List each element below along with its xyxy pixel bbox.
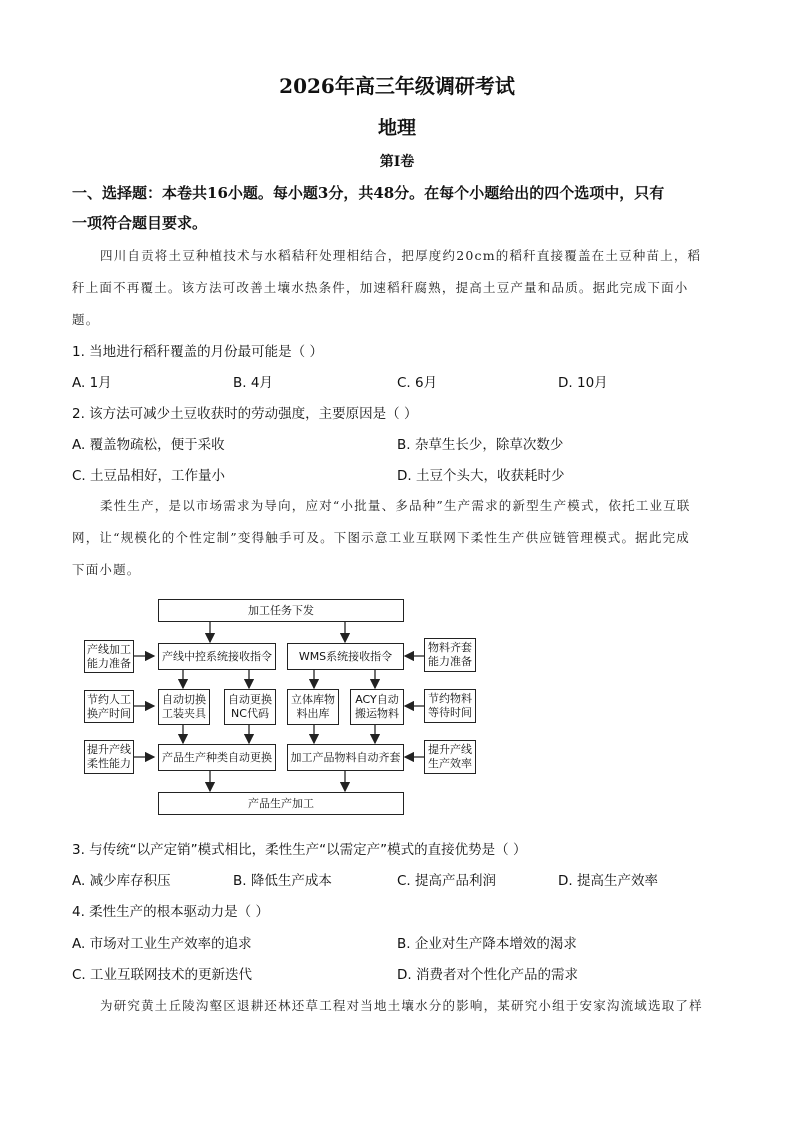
diagram-box-auto-switch: 自动切换 工装夹具	[158, 689, 210, 725]
diagram-box-line-control: 产线中控系统接收指令	[158, 643, 276, 670]
question-1-option-d: D. 10月	[558, 375, 608, 391]
diagram-box-production: 产品生产加工	[158, 792, 404, 815]
question-4-option-d: D. 消费者对个性化产品的需求	[397, 967, 578, 983]
question-2-option-d: D. 土豆个头大，收获耗时少	[397, 468, 565, 484]
diagram-side-left-2: 节约人工 换产时间	[84, 690, 134, 723]
diagram-box-product-switch: 产品生产种类自动更换	[158, 744, 276, 771]
question-1-option-b: B. 4月	[233, 375, 273, 391]
question-1-stem: 1. 当地进行稻秆覆盖的月份最可能是（ ）	[72, 344, 323, 360]
diagram-box-task-issue: 加工任务下发	[158, 599, 404, 622]
diagram-side-left-1: 产线加工 能力准备	[84, 640, 134, 673]
question-3-option-a: A. 减少库存积压	[72, 873, 171, 889]
question-3-option-b: B. 降低生产成本	[233, 873, 332, 889]
material2-line2: 网，让“规模化的个性定制”变得触手可及。下图示意工业互联网下柔性生产供应链管理模式。据此完成	[72, 530, 690, 545]
material2-line1: 柔性生产，是以市场需求为导向，应对“小批量、多品种”生产需求的新型生产模式，依托工业互联	[100, 498, 691, 513]
question-4-option-c: C. 工业互联网技术的更新迭代	[72, 967, 253, 983]
question-2-stem: 2. 该方法可减少土豆收获时的劳动强度，主要原因是（ ）	[72, 406, 418, 422]
subject-title: 地理	[377, 117, 416, 139]
material1-line1: 四川自贡将土豆种植技术与水稻秸秆处理相结合，把厚度约20cm的稻秆直接覆盖在土豆种苗上，稻	[100, 248, 702, 263]
material3-line1: 为研究黄土丘陵沟壑区退耕还林还草工程对当地土壤水分的影响，某研究小组于安家沟流域选取了样	[100, 998, 703, 1013]
material1-line2: 秆上面不再覆土。该方法可改善土壤水热条件，加速稻秆腐熟，提高土豆产量和品质。据此完成下面小	[72, 280, 689, 295]
material1-line3: 题。	[72, 312, 100, 327]
question-3-stem: 3. 与传统“以产定销”模式相比，柔性生产“以需定产”模式的直接优势是（ ）	[72, 842, 527, 858]
question-1-option-c: C. 6月	[397, 375, 438, 391]
question-4-option-b: B. 企业对生产降本增效的渴求	[397, 936, 577, 952]
exam-title: 2026年高三年级调研考试	[279, 74, 515, 98]
diagram-box-material-kitting: 加工产品物料自动齐套	[287, 744, 404, 771]
diagram-side-right-3: 提升产线 生产效率	[424, 740, 476, 774]
diagram-box-wms: WMS系统接收指令	[287, 643, 404, 670]
question-4-option-a: A. 市场对工业生产效率的追求	[72, 936, 252, 952]
question-2-option-a: A. 覆盖物疏松，便于采收	[72, 437, 225, 453]
diagram-box-warehouse: 立体库物 料出库	[287, 689, 339, 725]
question-3-option-d: D. 提高生产效率	[558, 873, 658, 889]
section-instructions-line1: 一、选择题：本卷共16小题。每小题3分，共48分。在每个小题给出的四个选项中，只有	[72, 184, 665, 202]
question-4-stem: 4. 柔性生产的根本驱动力是（ ）	[72, 904, 269, 920]
question-3-option-c: C. 提高产品利润	[397, 873, 497, 889]
diagram-box-auto-nc: 自动更换 NC代码	[224, 689, 276, 725]
material2-line3: 下面小题。	[72, 562, 141, 577]
diagram-side-right-2: 节约物料 等待时间	[424, 689, 476, 723]
diagram-box-agv: ACY自动 搬运物料	[350, 689, 404, 725]
volume-label: 第Ⅰ卷	[379, 154, 415, 170]
question-1-option-a: A. 1月	[72, 375, 112, 391]
question-2-option-c: C. 土豆品相好，工作量小	[72, 468, 226, 484]
question-2-option-b: B. 杂草生长少，除草次数少	[397, 437, 564, 453]
diagram-side-left-3: 提升产线 柔性能力	[84, 740, 134, 774]
diagram-side-right-1: 物料齐套 能力准备	[424, 638, 476, 672]
section-instructions-line2: 一项符合题目要求。	[72, 214, 208, 232]
